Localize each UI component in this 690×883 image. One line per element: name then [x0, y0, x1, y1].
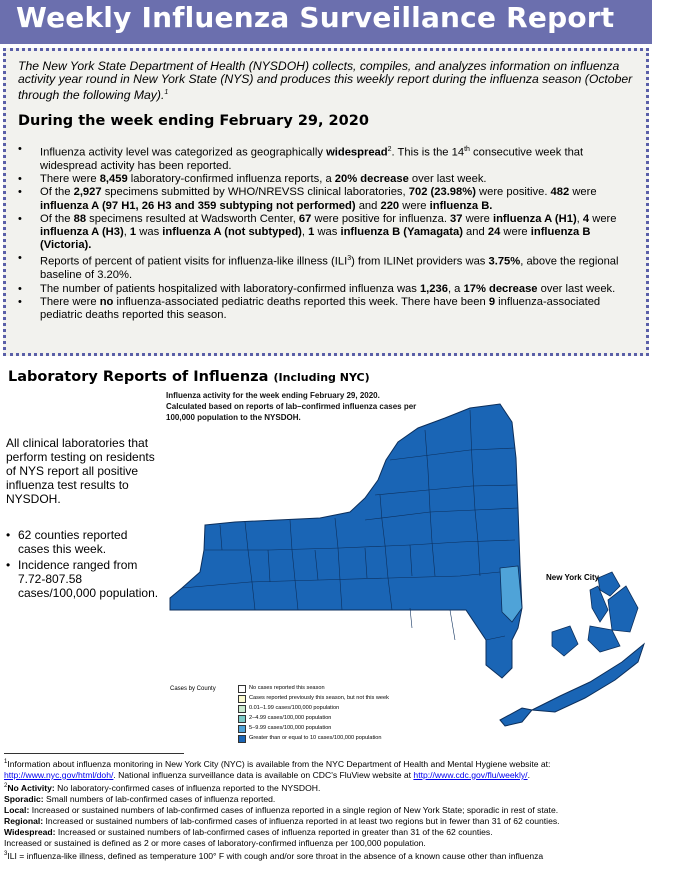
fn3-marker: 3: [4, 850, 8, 857]
key-point-text: ,: [123, 225, 130, 238]
intro-box: [3, 48, 649, 356]
no-activity-text: No laboratory-confirmed cases of influenza reported to the NYSDOH.: [54, 782, 321, 793]
legend-swatch: [238, 735, 246, 743]
legend-label: 0.01–1.99 cases/100,000 population: [249, 705, 340, 711]
key-point-text: 1,236: [419, 282, 448, 295]
key-point-text: 24: [487, 225, 501, 238]
key-point-text: 482: [550, 186, 570, 199]
key-point-text: 2,927: [73, 186, 102, 199]
lab-side-text: All clinical laboratories that perform testing on residents of NYS report all positive influenza test results to NYSDOH.: [6, 436, 155, 506]
footnote-local: [4, 805, 664, 816]
long-island: [532, 644, 644, 712]
key-point-text: . This is the 14: [391, 146, 465, 159]
key-point-text: 88: [73, 212, 87, 225]
key-point-text: 3: [347, 255, 352, 263]
key-point-text: 8,459: [99, 173, 128, 186]
key-point-text: Influenza activity level was categorized as geographically: [40, 146, 327, 159]
legend-label: 5–9.99 cases/100,000 population: [249, 725, 332, 731]
key-point-text: Of the: [40, 212, 74, 225]
nyc-doh-link[interactable]: http://www.nyc.gov/html/doh/: [4, 769, 114, 780]
legend-row: [238, 684, 438, 694]
legend-swatch: [238, 715, 246, 723]
key-point-4: [18, 213, 638, 253]
key-point-text: The number of patients hospitalized with laboratory-confirmed influenza was: [40, 282, 420, 295]
key-point-text: There were: [40, 173, 100, 186]
fn1-marker: 1: [4, 759, 8, 765]
key-point-text: 220: [380, 199, 400, 212]
nyc-label: New York City: [546, 573, 600, 582]
key-point-text: widespread: [326, 146, 388, 159]
sporadic-text: Small numbers of lab-confirmed cases of influenza reported.: [43, 793, 276, 804]
key-point-text: over last week.: [408, 173, 487, 186]
footnote-sporadic: [4, 794, 664, 805]
key-point-text: and: [462, 225, 488, 238]
key-point-text: 1: [129, 225, 137, 238]
report-title: Weekly Influenza Surveillance Report: [16, 1, 615, 34]
key-point-text: laboratory-confirmed influenza reports, a: [127, 173, 335, 186]
legend-row: [238, 734, 438, 744]
key-point-text: , a: [447, 282, 464, 295]
key-point-text: influenza A (not subtyped): [162, 225, 302, 238]
key-point-text: influenza B (Yamagata): [340, 225, 463, 238]
sporadic-label: Sporadic:: [4, 793, 44, 804]
side-bullet: • 62 counties reported cases this week.: [6, 528, 161, 556]
key-point-text: were: [462, 212, 493, 225]
intro-text: The New York State Department of Health (NYSDOH) collects, compiles, and analyzes information on influenza activity year round in New York State (NYS) and produces this weekly report during the influenza season (October through the following May).: [18, 59, 633, 103]
legend-rows: [238, 684, 438, 744]
local-text: Increased or sustained numbers of lab-confirmed cases of influenza reported in a single region of New York State; sporadic in rest of state.: [29, 804, 559, 815]
key-point-text: consecutive week that widespread activity has been reported.: [40, 146, 584, 172]
key-point-text: influenza B.: [429, 199, 493, 212]
key-point-text: , above the regional baseline of 3.20%.: [40, 256, 619, 282]
regional-text: Increased or sustained numbers of lab-confirmed cases of influenza reported in at least two regions but in fewer than 31 of 62 counties.: [43, 815, 560, 826]
key-point-text: 3.75%: [488, 256, 521, 269]
footnote-3: [4, 849, 664, 862]
legend-swatch: [238, 685, 246, 693]
key-points-list: [18, 143, 638, 322]
fn1-text-a: Information about influenza monitoring in New York City (NYC) is available from the NYC Department of Health and Mental Hygiene website at:: [7, 758, 551, 769]
key-point-text: were: [569, 186, 597, 199]
key-point-text: were positive.: [475, 186, 551, 199]
key-point-text: specimens resulted at Wadsworth Center,: [86, 212, 299, 225]
key-point-text: and: [355, 199, 381, 212]
footnote-1: [4, 757, 664, 781]
legend-swatch: [238, 705, 246, 713]
widespread-text: Increased or sustained numbers of lab-confirmed cases of influenza reported in greater than 31 of the 62 counties.: [55, 826, 493, 837]
key-point-2: [18, 173, 638, 186]
key-point-text: was: [136, 225, 163, 238]
intro-footnote-marker: 1: [164, 89, 169, 97]
key-point-text: influenza B (Victoria).: [40, 225, 591, 252]
key-point-text: influenza A (97 H1, 26 H3 and 359 subtyping not performed): [40, 199, 356, 212]
lab-section-heading: [8, 369, 370, 385]
report-banner: [0, 0, 652, 44]
key-point-text: ) from ILINet providers was: [351, 256, 489, 269]
legend-swatch: [238, 725, 246, 733]
map-caption-line-1: Influenza activity for the week ending February 29, 2020.: [166, 391, 380, 400]
key-point-text: th: [464, 146, 470, 153]
week-heading: During the week ending February 29, 2020: [18, 113, 369, 129]
key-point-text: 17% decrease: [463, 282, 538, 295]
footnotes: [4, 757, 664, 862]
key-point-text: specimens submitted by WHO/NREVSS clinical laboratories,: [101, 186, 409, 199]
key-point-text: influenza A (H1): [492, 212, 577, 225]
key-point-text: were: [399, 199, 430, 212]
ny-state-outline: [170, 404, 522, 678]
footnote-sustained: Increased or sustained is defined as 2 or more cases of laboratory-confirmed influenza per 100,000 population.: [4, 837, 426, 848]
side-bullet: • Incidence ranged from 7.72-807.58 cases/100,000 population.: [6, 558, 161, 600]
nyc-bronx: [598, 572, 620, 596]
nyc-inset: [552, 572, 638, 656]
key-point-text: ,: [301, 225, 309, 238]
long-island-west: [500, 708, 532, 726]
key-point-5: [18, 252, 638, 282]
key-point-text: 37: [450, 212, 463, 225]
ili-definition: ILI = influenza-like illness, defined as temperature 100° F with cough and/or sore throat in the absence of a known cause other than influenza: [7, 850, 544, 861]
key-point-text: were: [500, 225, 531, 238]
key-point-text: 4: [582, 212, 590, 225]
key-point-text: were positive for influenza.: [311, 212, 451, 225]
map-caption-line-2: Calculated based on reports of lab–confirmed influenza cases per 100,000 population to the NYSDOH.: [166, 402, 417, 422]
key-point-text: 1: [308, 225, 315, 238]
legend-row: [238, 714, 438, 724]
legend-row: [238, 704, 438, 714]
key-point-text: influenza-associated pediatric deaths reported this week. There have been: [113, 295, 489, 308]
key-point-3: [18, 186, 638, 212]
no-activity-label: No Activity:: [7, 782, 55, 793]
legend-swatch: [238, 695, 246, 703]
nyc-richmond: [552, 626, 578, 656]
ny-state-shape: [170, 404, 644, 726]
key-point-text: 2: [387, 146, 392, 153]
key-point-text: Of the: [40, 186, 74, 199]
key-point-text: were: [589, 212, 617, 225]
key-point-text: Reports of percent of patient visits for influenza-like illness (ILI: [40, 256, 348, 269]
ny-county-map: [160, 400, 660, 730]
local-label: Local:: [4, 804, 30, 815]
legend-row: [238, 724, 438, 734]
legend-label: Greater than or equal to 10 cases/100,000 population: [249, 735, 382, 741]
key-point-text: There were: [40, 295, 100, 308]
key-point-text: 67: [298, 212, 312, 225]
key-point-1: [18, 143, 638, 173]
key-point-text: 9: [488, 295, 496, 308]
key-point-text: was: [314, 225, 341, 238]
key-point-6: [18, 283, 638, 296]
key-point-text: 20% decrease: [334, 173, 409, 186]
widespread-label: Widespread:: [4, 826, 56, 837]
key-point-text: no: [99, 295, 114, 308]
lab-heading-suffix: (Including NYC): [273, 371, 370, 384]
legend-label: No cases reported this season: [249, 685, 325, 691]
legend-row: [238, 694, 438, 704]
footnote-widespread: [4, 827, 664, 838]
lab-side-bullets: [6, 528, 161, 602]
fn1-text-c: .: [527, 769, 530, 780]
footnote-divider: [4, 753, 184, 754]
lab-heading-text: Laboratory Reports of Influenza: [8, 369, 269, 385]
regional-label: Regional:: [4, 815, 44, 826]
intro-paragraph: [18, 60, 643, 103]
key-point-7: [18, 296, 638, 322]
key-point-text: ,: [576, 212, 583, 225]
fn1-text-b: . National influenza surveillance data is available on CDC's FluView website at: [113, 769, 414, 780]
cdc-fluview-link[interactable]: http://www.cdc.gov/flu/weekly/: [413, 769, 528, 780]
key-point-text: influenza-associated pediatric deaths reported this season.: [40, 295, 601, 321]
fn2-marker: 2: [4, 782, 8, 789]
key-point-text: influenza A (H3): [40, 225, 124, 238]
legend-title: Cases by County: [170, 686, 216, 692]
legend-label: Cases reported previously this season, but not this week: [249, 695, 389, 701]
legend-label: 2–4.99 cases/100,000 population: [249, 715, 332, 721]
footnote-2: [4, 781, 664, 794]
footnote-regional: [4, 816, 664, 827]
key-point-text: over last week.: [537, 282, 616, 295]
key-point-text: 702 (23.98%): [408, 186, 476, 199]
